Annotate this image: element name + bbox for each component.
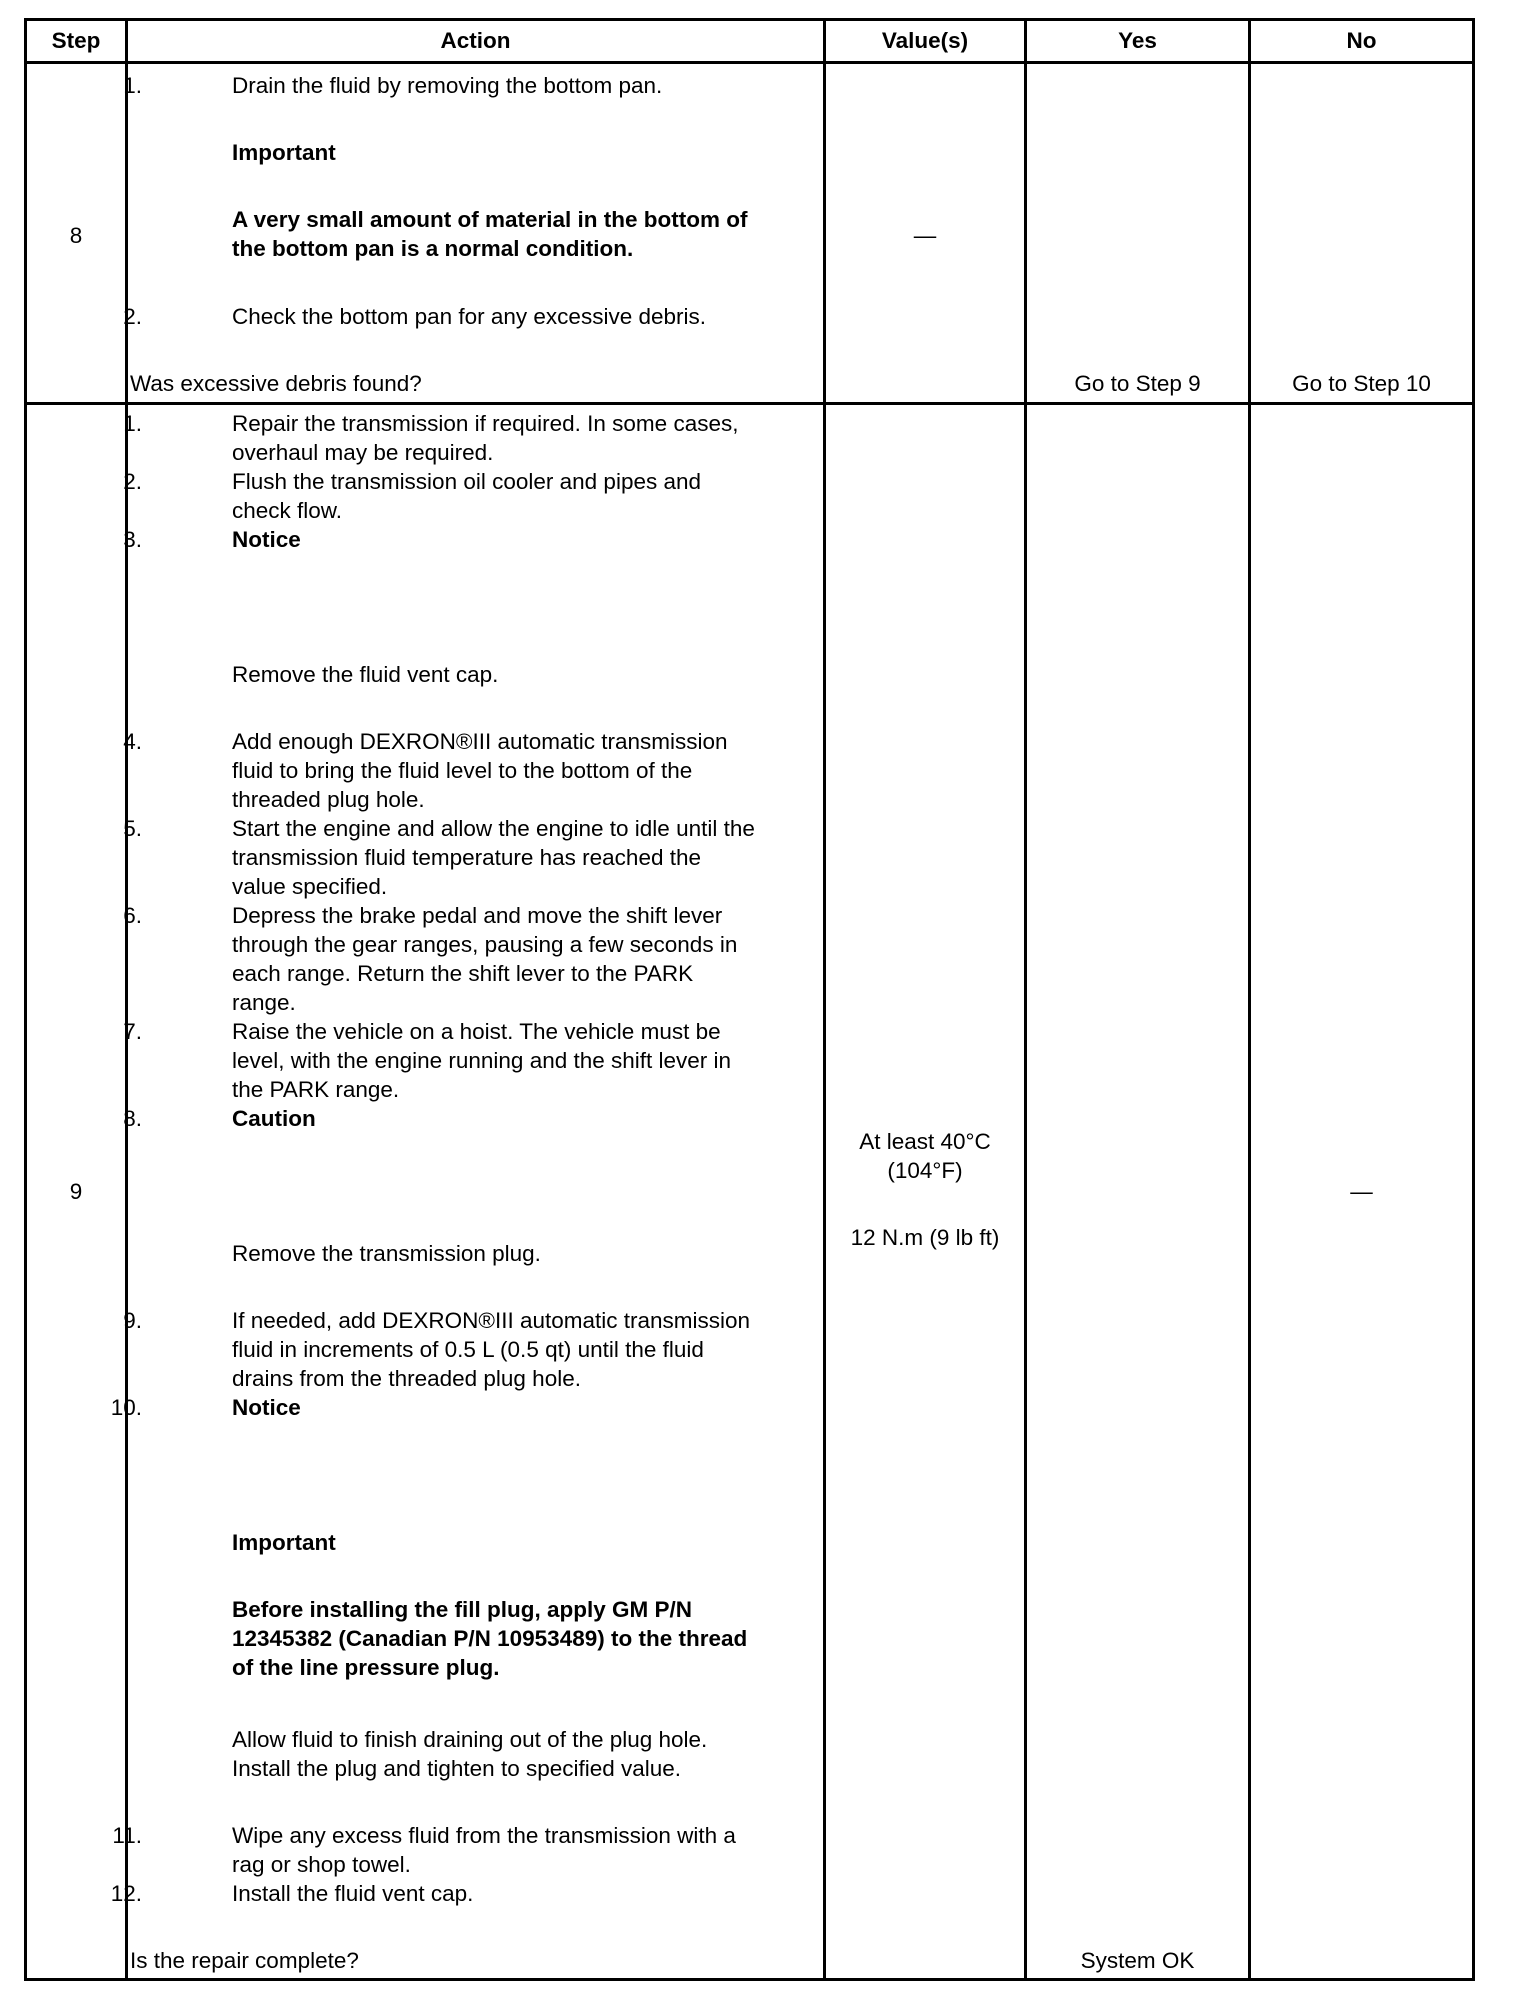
yes-cell: Go to Step 9 xyxy=(1074,371,1201,396)
column-divider xyxy=(1248,21,1251,1978)
header-action: Action xyxy=(440,28,511,53)
item-number: 4. xyxy=(123,729,142,754)
header-yes: Yes xyxy=(1118,28,1157,53)
yes-cell: System OK xyxy=(1080,1948,1195,1973)
item-number: 5. xyxy=(123,816,142,841)
item-number: 2. xyxy=(123,469,142,494)
important-text: Before installing the fill plug, apply GM P/N 12345382 (Canadian P/N 10953489) to the thread of the line pressure plug. xyxy=(232,1597,748,1680)
item-text: Start the engine and allow the engine to idle until the transmission fluid temperature has reached the value specified. xyxy=(232,816,755,899)
item-number: 8. xyxy=(123,1106,142,1131)
item-text: Wipe any excess fluid from the transmission with a rag or shop towel. xyxy=(232,1823,736,1877)
item-number: 9. xyxy=(123,1308,142,1333)
caution-label: Caution xyxy=(232,1106,316,1131)
item-number: 3. xyxy=(123,527,142,552)
item-text: Repair the transmission if required. In some cases, overhaul may be required. xyxy=(232,411,739,465)
row-question: Was excessive debris found? xyxy=(130,371,422,396)
column-divider xyxy=(1024,21,1027,1978)
item-text: Add enough DEXRON®III automatic transmission fluid to bring the fluid level to the bottom of the threaded plug hole. xyxy=(232,729,728,812)
item-number: 11. xyxy=(112,1823,142,1848)
item-text: Depress the brake pedal and move the shift lever through the gear ranges, pausing a few seconds in each range. Return the shift lever to the PARK range. xyxy=(232,903,738,1015)
important-text: A very small amount of material in the bottom of the bottom pan is a normal condition. xyxy=(232,207,748,261)
header-step: Step xyxy=(51,28,101,53)
item-text: Install the fluid vent cap. xyxy=(232,1881,474,1906)
header-no: No xyxy=(1346,28,1377,53)
item-number: 12. xyxy=(110,1881,142,1906)
value-cell: — xyxy=(913,223,937,248)
step-number: 9 xyxy=(69,1179,83,1204)
step-number: 8 xyxy=(69,223,83,248)
item-number: 1. xyxy=(123,73,142,98)
item-text: Remove the fluid vent cap. xyxy=(232,662,499,687)
notice-label: Notice xyxy=(232,527,301,552)
item-text: Check the bottom pan for any excessive debris. xyxy=(232,304,706,329)
item-number: 2. xyxy=(123,304,142,329)
item-text: Allow fluid to finish draining out of the plug hole. Install the plug and tighten to specified value. xyxy=(232,1727,708,1781)
item-number: 1. xyxy=(123,411,142,436)
important-label: Important xyxy=(232,1530,336,1555)
header-values: Value(s) xyxy=(881,28,969,53)
item-text: If needed, add DEXRON®III automatic transmission fluid in increments of 0.5 L (0.5 qt) until the fluid drains from the threaded plug hole. xyxy=(232,1308,751,1391)
diagnostic-table xyxy=(24,18,1475,1981)
item-text: Drain the fluid by removing the bottom pan. xyxy=(232,73,663,98)
row-divider xyxy=(27,61,1472,64)
no-cell: Go to Step 10 xyxy=(1292,371,1431,396)
value-line: 12 N.m (9 lb ft) xyxy=(850,1225,1000,1250)
value-line: (104°F) xyxy=(887,1158,963,1183)
notice-label: Notice xyxy=(232,1395,301,1420)
row-question: Is the repair complete? xyxy=(130,1948,359,1973)
item-number: 10. xyxy=(110,1395,142,1420)
item-number: 7. xyxy=(123,1019,142,1044)
row-divider xyxy=(27,402,1472,405)
item-number: 6. xyxy=(123,903,142,928)
item-text: Remove the transmission plug. xyxy=(232,1241,541,1266)
value-line: At least 40°C xyxy=(859,1129,991,1154)
item-text: Flush the transmission oil cooler and pipes and check flow. xyxy=(232,469,702,523)
item-text: Raise the vehicle on a hoist. The vehicle must be level, with the engine running and the shift lever in the PARK range. xyxy=(232,1019,732,1102)
no-cell: — xyxy=(1350,1179,1373,1204)
important-label: Important xyxy=(232,140,336,165)
